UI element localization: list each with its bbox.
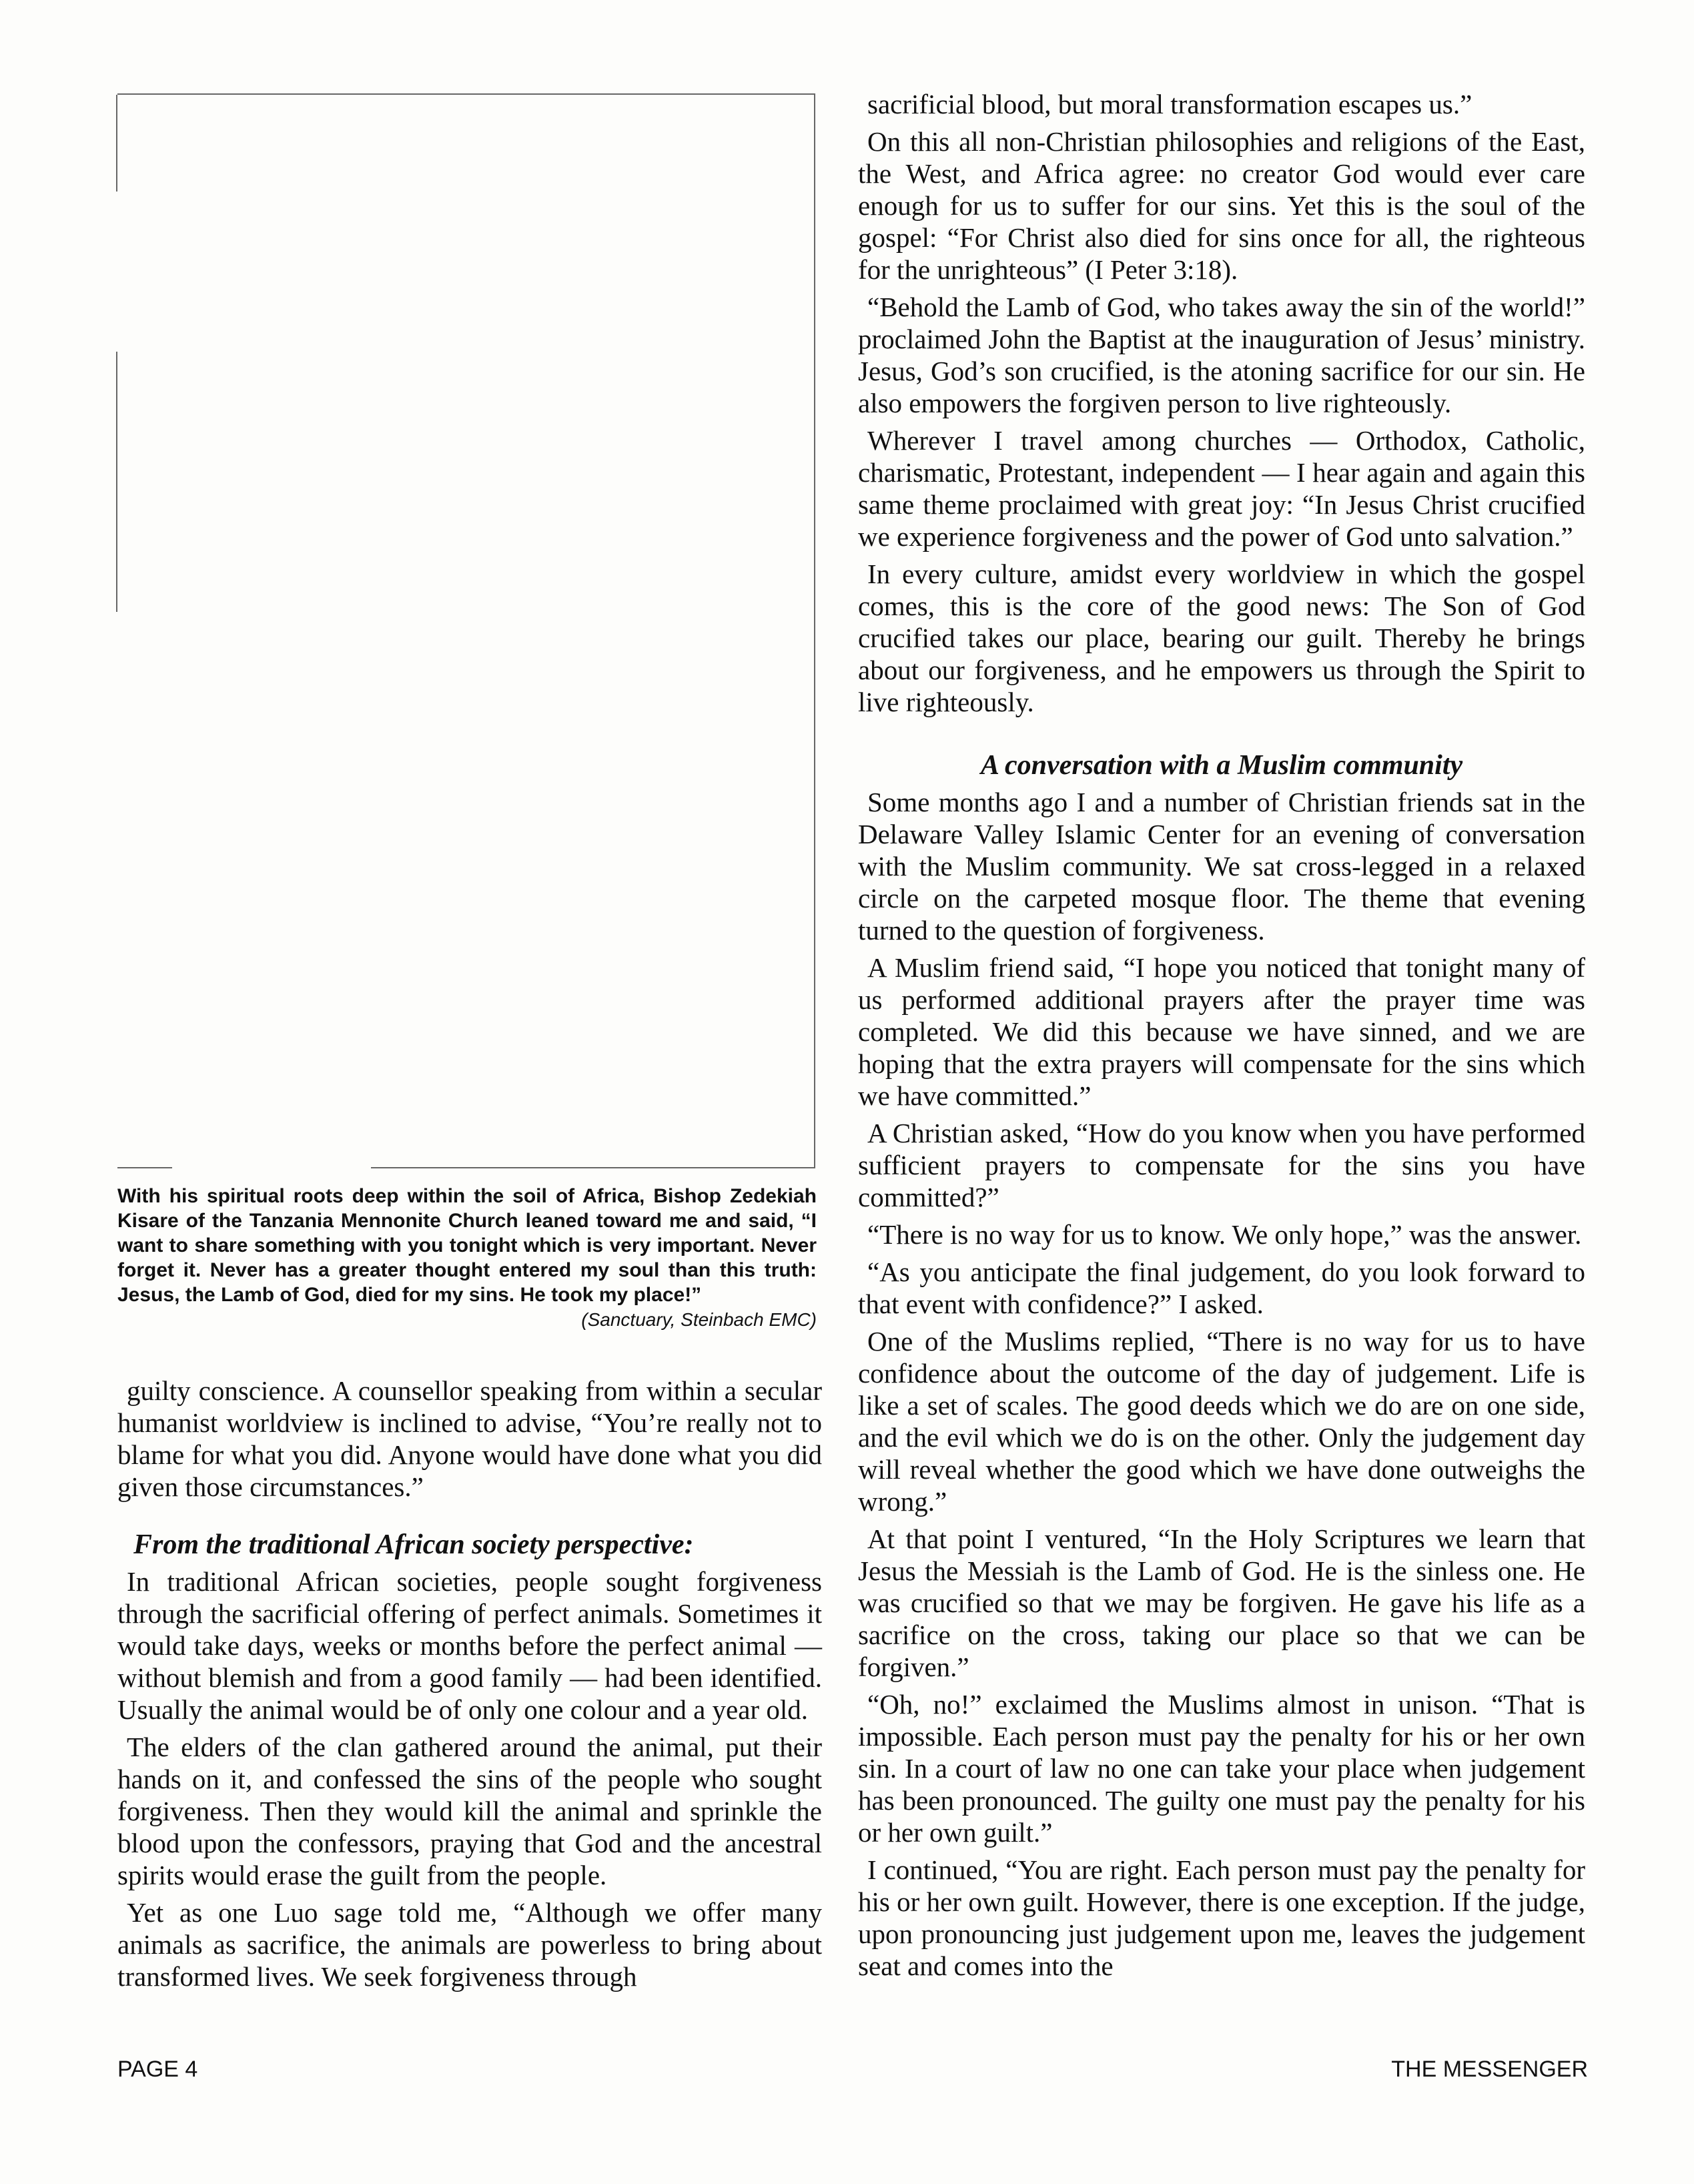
subheading: From the traditional African society perspective: (133, 1529, 694, 1560)
photo-frame-edge (116, 95, 117, 192)
paragraph: “There is no way for us to know. We only hope,” was the answer. (867, 1219, 1582, 1250)
paragraph: A Muslim friend said, “I hope you noticed that tonight many of us performed additional prayers after the prayer time was completed. We did this because we have sinned, and we are hoping that the extra prayers will compensate for the sins which we have committed.” (858, 952, 1585, 1111)
paragraph: “As you anticipate the final judgement, do you look forward to that event with confidence?” I asked. (858, 1256, 1585, 1319)
caption-credit: (Sanctuary, Steinbach EMC) (581, 1309, 817, 1330)
left-column (117, 1375, 822, 1998)
paragraph: sacrificial blood, but moral transformation escapes us.” (867, 89, 1472, 119)
paragraph: I continued, “You are right. Each person must pay the penalty for his or her own guilt. However, there is one exception. If the judge, upon pronouncing just judgement upon me, leaves the judgement seat and comes into the (858, 1854, 1585, 1981)
photo-caption (117, 1184, 817, 1332)
paragraph: guilty conscience. A counsellor speaking from within a secular humanist worldview is inclined to advise, “You’re really not to blame for what you did. Anyone would have done what you did given those circumstances.” (117, 1375, 822, 1502)
paragraph: In every culture, amidst every worldview in which the gospel comes, this is the core of the good news: The Son of God crucified takes our place, bearing our guilt. Thereby he brings about our forgiveness, and he empowers us through the Spirit to live righteously. (858, 559, 1585, 717)
paragraph: “Behold the Lamb of God, who takes away the sin of the world!” proclaimed John the Baptist at the inauguration of Jesus’ ministry. Jesus, God’s son crucified, is the atoning sacrifice for our sin. He also empowers the forgiven person to live righteously. (858, 292, 1585, 418)
paragraph: Wherever I travel among churches — Orthodox, Catholic, charismatic, Protestant, independent — I hear again and again this same theme proclaimed with great joy: “In Jesus Christ crucified we experience forgiveness and the power of God unto salvation.” (858, 425, 1585, 552)
photo-frame-edge (117, 1167, 172, 1168)
photo-frame (117, 93, 815, 1167)
paragraph: The elders of the clan gathered around the animal, put their hands on it, and confessed the sins of the people who sought forgiveness. Then they would kill the animal and sprinkle the blood upon the confessors, praying that God and the ancestral spirits would erase the guilt from the people. (117, 1732, 822, 1890)
paragraph: One of the Muslims replied, “There is no way for us to have confidence about the outcome of the day of judgement. Life is like a set of scales. The good deeds which we do are on one side, and the evil which we do is on the other. Only the judgement day will reveal whether the good which we have done outweighs the wrong.” (858, 1326, 1585, 1517)
publication-name: THE MESSENGER (1391, 2057, 1588, 2082)
paragraph: In traditional African societies, people sought forgiveness through the sacrificial offering of perfect animals. Sometimes it would take days, weeks or months before the perfect animal — without blemish and from a good family — had been identified. Usually the animal would be of only one colour and a year old. (117, 1566, 822, 1725)
photo-frame-edge (371, 1167, 815, 1168)
subheading: A conversation with a Muslim community (980, 750, 1463, 781)
right-column (858, 88, 1585, 1987)
caption-text: With his spiritual roots deep within the soil of Africa, Bishop Zedekiah Kisare of the Tanzania Mennonite Church leaned toward me and said, “I want to share something with you tonight which is very important. Never forget it. Never has a greater thought entered my soul than this truth: Jesus, the Lamb of God, died for my sins. He took my place!” (117, 1185, 817, 1306)
paragraph: On this all non-Christian philosophies and religions of the East, the West, and Africa agree: no creator God would ever care enough for us to suffer for our sins. Yet this is the soul of the gospel: “For Christ also died for sins once for all, the righteous for the unrighteous” (I Peter 3:18). (858, 126, 1585, 285)
paragraph: Some months ago I and a number of Christian friends sat in the Delaware Valley Islamic Center for an evening of conversation with the Muslim community. We sat cross-legged in a relaxed circle on the carpeted mosque floor. The theme that evening turned to the question of forgiveness. (858, 787, 1585, 946)
photo-frame-edge (116, 352, 117, 612)
paragraph: Yet as one Luo sage told me, “Although we offer many animals as sacrifice, the animals are powerless to bring about transformed lives. We seek forgiveness through (117, 1897, 822, 1992)
page-number: PAGE 4 (117, 2057, 198, 2082)
paragraph: “Oh, no!” exclaimed the Muslims almost in unison. “That is impossible. Each person must pay the penalty for his or her own sin. In a court of law no one can take your place when judgement has been pronounced. The guilty one must pay the penalty for his or her own guilt.” (858, 1689, 1585, 1848)
paragraph: A Christian asked, “How do you know when you have performed sufficient prayers to compensate for the sins you have committed?” (858, 1118, 1585, 1212)
paragraph: At that point I ventured, “In the Holy Scriptures we learn that Jesus the Messiah is the Lamb of God. He is the sinless one. He was crucified so that we may be forgiven. He gave his life as a sacrifice on the cross, taking our place so that we can be forgiven.” (858, 1523, 1585, 1682)
